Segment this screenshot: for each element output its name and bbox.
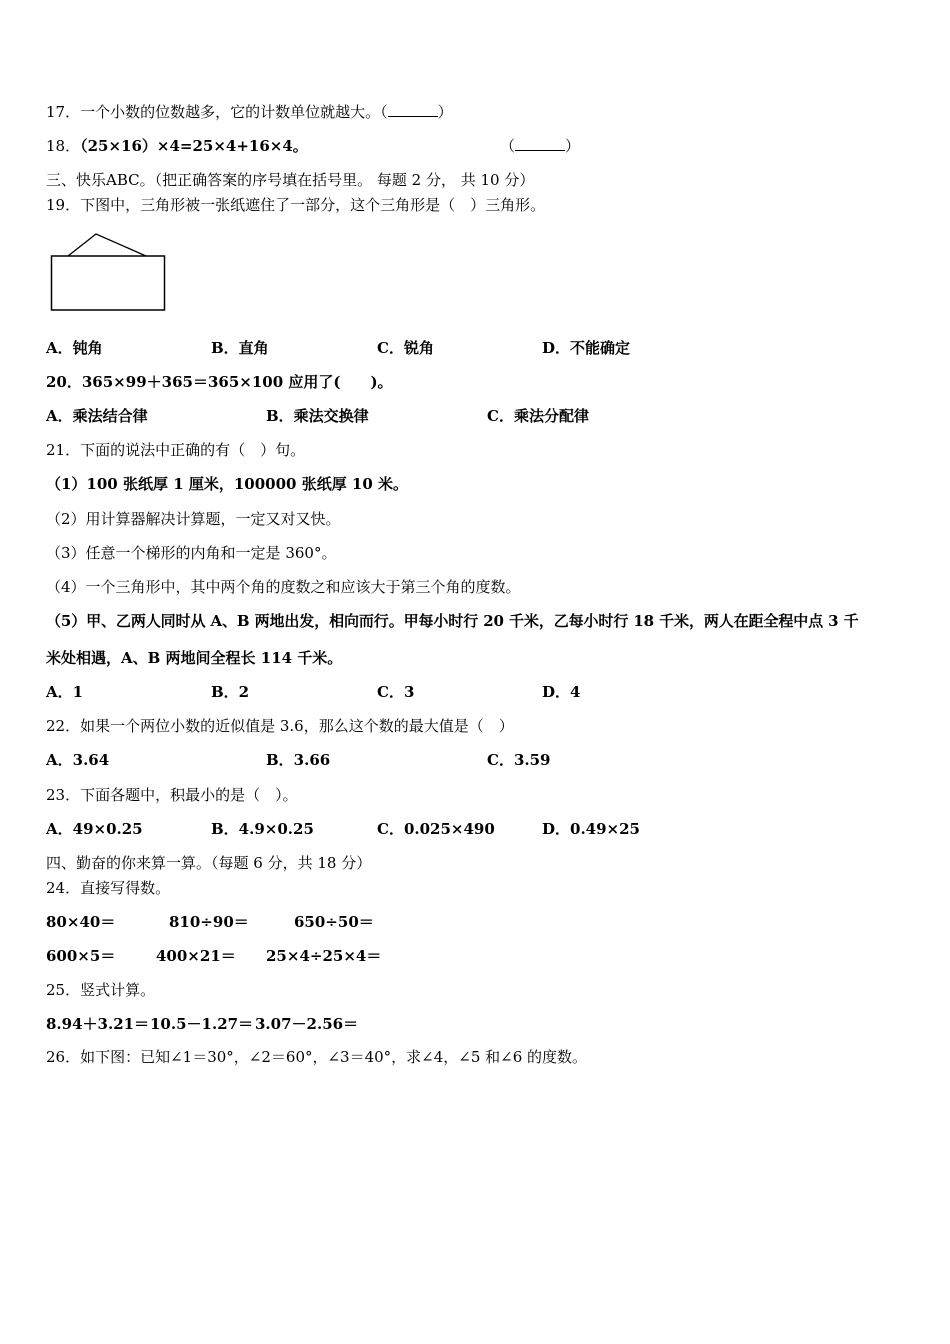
q21-option-b[interactable]: B．2 — [211, 683, 250, 701]
q23-option-c[interactable]: C．0.025×490 — [377, 820, 495, 838]
question-18-text: （25×16）×4=25×4+16×4。 — [80, 137, 308, 155]
q20-option-b[interactable]: B．乘法交换律 — [266, 407, 369, 425]
q25-item-3: 3.07－2.56＝ — [255, 1015, 359, 1033]
question-25-text: 25．竖式计算。 — [46, 981, 156, 999]
q21-statement-1: （1）100 张纸厚 1 厘米，100000 张纸厚 10 米。 — [46, 475, 409, 493]
question-19-text: 19．下图中，三角形被一张纸遮住了一部分，这个三角形是（ ）三角形。 — [46, 196, 546, 214]
q23-option-d[interactable]: D．0.49×25 — [542, 820, 640, 838]
covering-paper — [52, 256, 165, 310]
q22-option-b[interactable]: B．3.66 — [266, 751, 331, 769]
question-22-text: 22．如果一个两位小数的近似值是 3.6，那么这个数的最大值是（ ） — [46, 717, 514, 735]
q21-option-c[interactable]: C．3 — [377, 683, 415, 701]
q24-item-5: 400×21＝ — [156, 947, 236, 965]
q19-option-a[interactable]: A．钝角 — [46, 339, 103, 357]
q21-statement-5: （5）甲、乙两人同时从 A、B 两地出发，相向而行。甲每小时行 20 千米，乙每小时行 18 千米，两人在距全程中点 3 千 — [46, 612, 859, 630]
q25-item-1: 8.94＋3.21＝ — [46, 1015, 150, 1033]
answer-blank-18[interactable] — [515, 136, 565, 151]
question-17-text: 17．一个小数的位数越多，它的计数单位就越大。（ — [46, 103, 388, 121]
question-21-text: 21．下面的说法中正确的有（ ）句。 — [46, 441, 306, 459]
q24-item-3: 650÷50＝ — [294, 913, 374, 931]
q21-statement-3: （3）任意一个梯形的内角和一定是 360°。 — [46, 544, 337, 562]
q24-item-4: 600×5＝ — [46, 947, 116, 965]
question-20-text: 20．365×99＋365＝365×100 应用了( )。 — [46, 373, 393, 391]
question-24-text: 24．直接写得数。 — [46, 879, 171, 897]
q24-item-2: 810÷90＝ — [169, 913, 249, 931]
q20-option-a[interactable]: A．乘法结合律 — [46, 407, 148, 425]
q24-item-6: 25×4÷25×4＝ — [266, 947, 382, 965]
section-4-title: 四、勤奋的你来算一算。（每题 6 分，共 18 分） — [46, 854, 372, 872]
covered-triangle-figure — [48, 230, 168, 314]
q22-option-a[interactable]: A．3.64 — [46, 751, 110, 769]
q19-option-c[interactable]: C．锐角 — [377, 339, 434, 357]
q24-item-1: 80×40＝ — [46, 913, 116, 931]
q21-option-a[interactable]: A．1 — [46, 683, 84, 701]
q19-option-b[interactable]: B．直角 — [211, 339, 269, 357]
q22-option-c[interactable]: C．3.59 — [487, 751, 551, 769]
answer-blank-17[interactable] — [388, 102, 438, 117]
q20-option-c[interactable]: C．乘法分配律 — [487, 407, 589, 425]
section-3-title: 三、快乐ABC。（把正确答案的序号填在括号里。 每题 2 分， 共 10 分） — [46, 171, 535, 189]
q19-option-d[interactable]: D．不能确定 — [542, 339, 631, 357]
triangle-visible-part — [68, 234, 146, 256]
question-26-text: 26．如下图：已知∠1＝30°，∠2＝60°，∠3＝40°，求∠4，∠5 和∠6 的度数。 — [46, 1048, 588, 1066]
q21-statement-4: （4）一个三角形中，其中两个角的度数之和应该大于第三个角的度数。 — [46, 578, 521, 596]
question-18: 18．（25×16）×4=25×4+16×4。 — [46, 137, 308, 155]
q23-option-a[interactable]: A．49×0.25 — [46, 820, 143, 838]
question-17: 17．一个小数的位数越多，它的计数单位就越大。（ ） — [46, 103, 453, 121]
question-23-text: 23．下面各题中，积最小的是（ ）。 — [46, 786, 298, 804]
question-18-answer: （ ） — [500, 137, 581, 155]
q21-option-d[interactable]: D．4 — [542, 683, 581, 701]
q23-option-b[interactable]: B．4.9×0.25 — [211, 820, 314, 838]
q25-item-2: 10.5－1.27＝ — [150, 1015, 254, 1033]
q21-statement-2: （2）用计算器解决计算题，一定又对又快。 — [46, 510, 341, 528]
q21-statement-5-cont: 米处相遇，A、B 两地间全程长 114 千米。 — [46, 649, 343, 667]
